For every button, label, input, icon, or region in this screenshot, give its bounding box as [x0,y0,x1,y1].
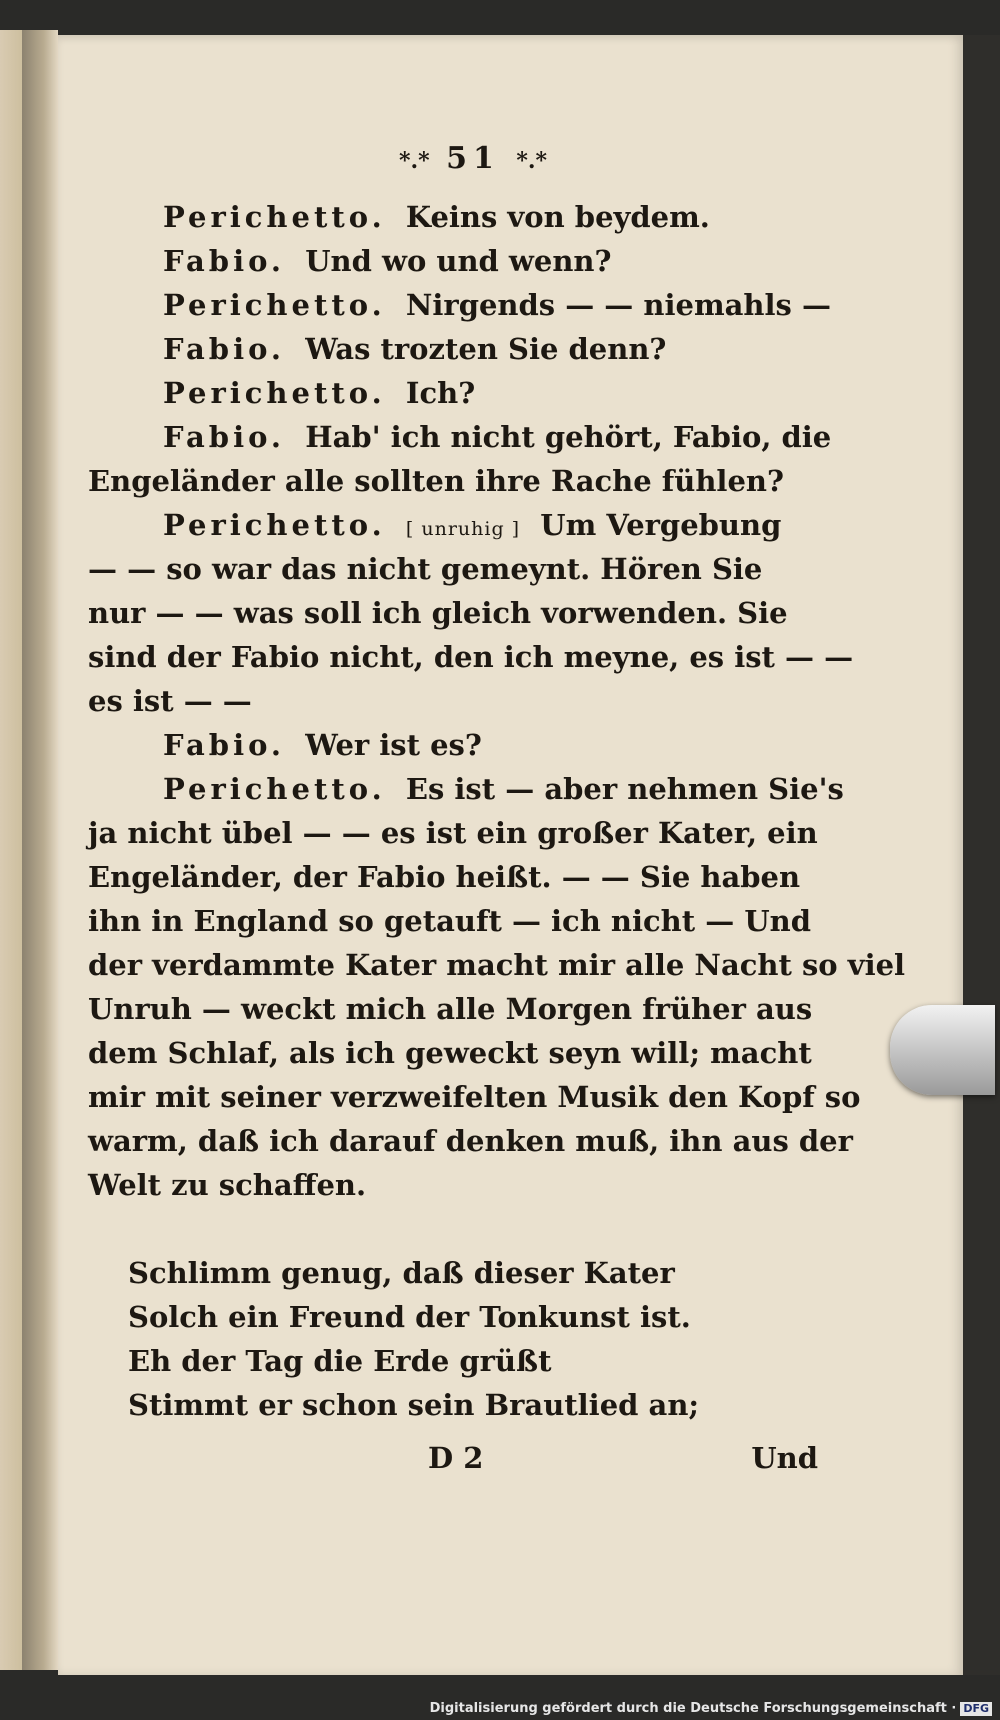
line-text: — — so war das nicht gemeynt. Hören Sie [88,552,763,586]
speaker-name: Fabio. [163,420,286,454]
line-text: der verdammte Kater macht mir alle Nacht so viel [88,948,906,982]
signature-mark: D 2 [428,1441,484,1475]
header-ornament-right: *.* [516,148,547,174]
text-line [88,459,818,503]
credit-text: Digitalisierung gefördert durch die Deutsche Forschungsgemeinschaft · [429,1701,957,1716]
text-line [88,635,854,679]
text-line [88,503,818,547]
text-line [88,899,818,943]
line-text: nur — — was soll ich gleich vorwenden. Sie [88,596,788,630]
text-line [88,1119,853,1163]
line-text: warm, daß ich darauf denken muß, ihn aus der [88,1124,853,1158]
dfg-logo: DFG [960,1702,992,1716]
page-content [88,135,906,1483]
line-text: Und wo und wenn? [305,244,612,278]
speaker-name: Perichetto. [163,376,386,410]
page-header [88,135,818,183]
line-text: Keins von beydem. [405,200,710,234]
dialogue-block [88,195,906,1207]
line-text: dem Schlaf, als ich geweckt seyn will; macht [88,1036,812,1070]
verse-block [88,1251,818,1427]
line-text: Es ist — aber nehmen Sie's [405,772,844,806]
text-line [88,1031,818,1075]
line-text: mir mit seiner verzweifelten Musik den Kopf so [88,1080,861,1114]
verse-line: Solch ein Freund der Tonkunst ist. [128,1300,691,1334]
line-text: es ist — — [88,684,252,718]
line-text: Wer ist es? [305,728,482,762]
text-line [88,415,832,459]
speaker-name: Fabio. [163,728,286,762]
line-text: ja nicht übel — — es ist ein großer Kater, ein [88,816,818,850]
line-text: Hab' ich nicht gehört, Fabio, die [305,420,832,454]
text-line [88,371,818,415]
line-text: Engeländer alle sollten ihre Rache fühlen? [88,464,784,498]
previous-page-edge [0,30,22,1670]
speaker-name: Perichetto. [163,772,386,806]
line-text: sind der Fabio nicht, den ich meyne, es ist — — [88,640,854,674]
text-line [88,811,818,855]
speaker-name: Fabio. [163,244,286,278]
line-text: Unruh — weckt mich alle Morgen früher aus [88,992,813,1026]
book-gutter [22,30,58,1670]
speaker-name: Fabio. [163,332,286,366]
line-text: Um Vergebung [540,508,782,542]
text-line [88,239,818,283]
speaker-name: Perichetto. [163,288,386,322]
line-text: Nirgends — — niemahls — [405,288,831,322]
text-line [88,327,818,371]
catchword: Und [751,1441,818,1475]
line-text: Engeländer, der Fabio heißt. — — Sie haben [88,860,801,894]
line-text: Ich? [405,376,476,410]
verse-line: Eh der Tag die Erde grüßt [128,1344,552,1378]
page-clip [890,1005,995,1095]
text-line [88,943,906,987]
digitization-credit [430,1701,992,1716]
verse-line: Schlimm genug, daß dieser Kater [128,1256,675,1290]
page-footer [88,1433,818,1483]
line-text: Welt zu schaffen. [88,1168,367,1202]
text-line [88,679,818,723]
text-line [88,283,831,327]
text-line [88,987,818,1031]
text-line [88,723,818,767]
speaker-name: Perichetto. [163,508,386,542]
scan-border [963,35,1000,1675]
verse-line: Stimmt er schon sein Brautlied an; [128,1388,700,1422]
stage-direction: [ unruhig ] [405,518,521,540]
header-ornament-left: *.* [399,148,430,174]
text-line [88,767,844,811]
text-line [88,591,818,635]
text-line [88,1075,861,1119]
text-line [88,1163,818,1207]
text-line [88,195,818,239]
speaker-name: Perichetto. [163,200,386,234]
line-text: Was trozten Sie denn? [305,332,667,366]
text-line [88,547,818,591]
text-line [88,855,818,899]
line-text: ihn in England so getauft — ich nicht — Und [88,904,811,938]
page-number: 51 [446,141,500,176]
